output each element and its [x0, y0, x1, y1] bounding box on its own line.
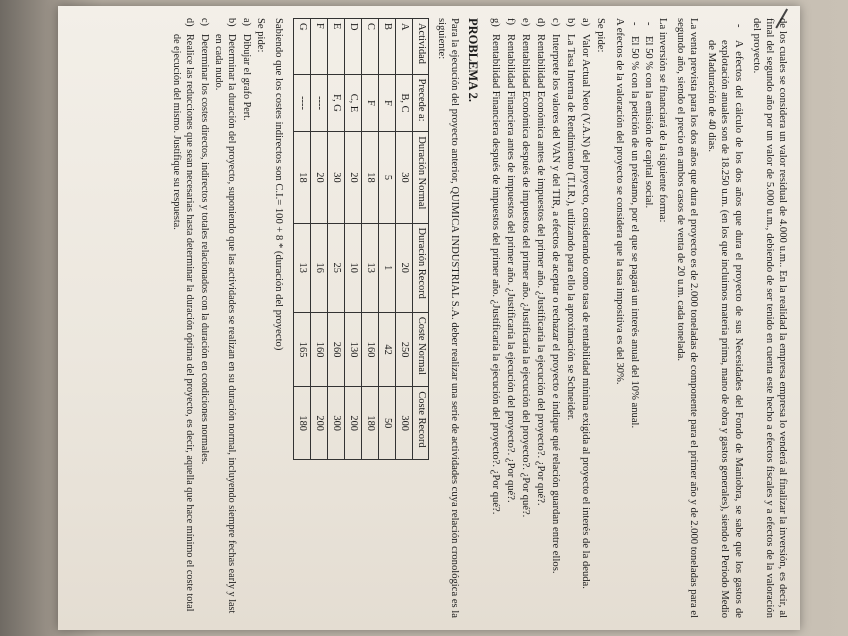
question-item: d) Realice las reducciones que sean necesarias hasta determinar la duración óptima del proyecto, es decir, aquella que hace mínimo el coste total de ejecución del mismo. Justifique su respuesta. [171, 18, 196, 612]
financing-item: - El 50 % con la petición de un préstamo, por el que se pagará un interés anual del 10% anual. [628, 22, 640, 429]
activities-table [293, 18, 429, 460]
bullet-fondo-maniobra [705, 18, 744, 618]
col-header: Precede a: [412, 74, 428, 132]
question-item: b) Determinar la duración del proyecto, suponiendo que las actividades se realizan en su duración normal, incluyendo siempre fechas early y last en cada nudo. [213, 18, 237, 614]
col-header: Duración Record [412, 223, 428, 312]
problem-intro: Para la ejecución del proyecto anterior, QUIMICA INDUSTRIAL S.A. deber realizar una serie de actividades cuya relación cronológica es la siguiente: [435, 18, 460, 618]
paper-sheet [58, 6, 800, 630]
document-page [69, 18, 789, 618]
question-item: d) Rentabilidad Económica antes de impuestos del primer año. ¿Justificaría la ejecución del proyecto?. ¿Por qué?. [535, 18, 546, 506]
col-header: Coste Normal [412, 312, 428, 387]
table-row: F ---- 20 16 160 200 [310, 19, 327, 460]
tax-paragraph: A efectos de la valoración del proyecto se considera que la tasa impositiva es del 30%. [613, 18, 625, 385]
question-item: f) Rentabilidad Financiera antes de impuestos del primer año. ¿Justificaría la ejecución del proyecto?. ¿Por qué?. [504, 18, 516, 503]
bullet-mark: - [732, 24, 744, 28]
costs-note: Sabiendo que los costes indirectos son C.I.= 100 + 8 * (duración del proyecto) [272, 18, 284, 351]
question-item: c) Interprete los valores del VAN y del TIR, a efectos de aceptar o rechazar el proyecto e indique qué relación guardan entre ellos. [550, 18, 562, 574]
financing-item: - El 50 % con la emisión de capital social. [642, 22, 654, 209]
col-header: Coste Record [412, 387, 428, 460]
table-row: C F 18 13 160 180 [361, 19, 378, 460]
table-row: B F 5 1 42 50 [378, 19, 395, 460]
col-header: Duración Normal [412, 132, 428, 223]
question-item: e) Rentabilidad Económica después de impuestos del primer año. ¿Justificaría la ejecución del proyecto?. ¿Por qué?. [519, 18, 531, 518]
paragraph-residual: de los cuales se considera un valor residual de 4.000 u.m.. En la realidad la empresa empresa lo venderá al finalizar la inversión, es decir, al final del segundo año por un valor de 5.000 u.m., debiendo de ser tenido en cuenta este hecho a efectos fiscales y a efectos de la valoración del proyecto. [750, 18, 788, 618]
bullet-text: A efectos del cálculo de los dos años que dura el proyecto de sus Necesidades del Fondo de Maniobra, se sabe que los gastos de explotación anuales son de 18.250 u.m. (en los que incluimos materia prima, mano de obra y gastos generales), siendo el Periodo Medio de Maduración de 40 días. [706, 40, 744, 618]
table-header-row [412, 19, 428, 460]
table-row: D C, E 20 10 130 200 [344, 19, 361, 460]
question-item: g) Rentabilidad Financiera después de impuestos del primer año. ¿Justificaría la ejecución del proyecto?. ¿Por qué?. [489, 18, 501, 515]
problem-title: PROBLEMA 2. [466, 18, 481, 103]
paragraph-venta: La venta prevista para los dos años que dura el proyecto es de 2.000 toneladas de componente para el primer año y de 2.000 toneladas para el segundo año, siendo el precio en ambos casos de venta de 20 u.m. cada tonelada. [675, 18, 700, 618]
se-pide-label: Se pide: [254, 18, 266, 53]
table-row: G ---- 18 13 165 180 [293, 19, 310, 460]
se-pide-label: Se pide: [595, 18, 607, 53]
financing-intro: La inversión se financiará de la siguiente forma: [657, 18, 668, 223]
question-item: a) Valor Actual Neto (V.A.N) del proyecto, considerando como tasa de rentabilidad mínima exigida al proyecto el interés de la deuda. [580, 18, 592, 589]
table-row: E F, G 30 25 260 300 [327, 19, 344, 460]
col-header: Actividad [412, 19, 428, 75]
question-item: a) Dibujar el grafo Pert. [240, 18, 252, 121]
question-item: b) La Tasa Interna de Rendimiento (T.I.R.), utilizando para ello la aproximación se Schneider. [565, 18, 577, 421]
table-row: A B, C 30 20 250 300 [395, 19, 412, 460]
question-item: c) Determinar los costes directos, indirectos y totales relacionados con la duración en condiciones normales. [198, 18, 210, 465]
